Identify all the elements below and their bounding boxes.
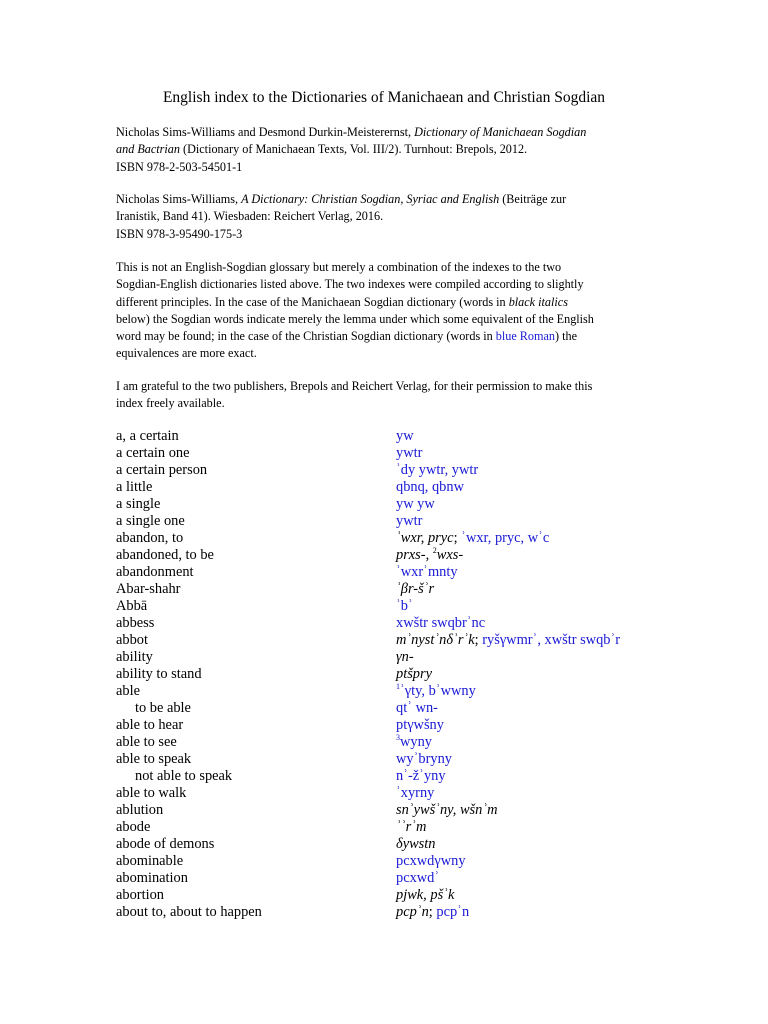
index-entry <box>116 819 676 836</box>
manichaean-sogdian-word: pcpʾn <box>396 904 429 920</box>
index-entry <box>116 734 676 751</box>
christian-sogdian-word: ywtr <box>396 445 423 461</box>
sogdian-equivalents <box>396 853 466 870</box>
english-term: to be able <box>135 700 191 716</box>
sogdian-equivalents <box>396 479 464 496</box>
ref1-authors: Nicholas Sims-Williams and Desmond Durkin-Meisterernst, <box>116 125 415 139</box>
manichaean-sogdian-word: γn- <box>396 649 414 665</box>
acknowledgement-line: index freely available. <box>116 396 225 411</box>
english-term: ablution <box>116 802 164 818</box>
english-term: ability to stand <box>116 666 202 682</box>
ref1-isbn: ISBN 978-2-503-54501-1 <box>116 159 243 174</box>
intro-text: ) the <box>555 329 578 344</box>
index-entry <box>116 598 676 615</box>
english-term: able to walk <box>116 785 187 801</box>
sogdian-equivalents <box>396 581 434 598</box>
intro-text: different principles. In the case of the Manichaean Sogdian dictionary (words in <box>116 294 509 309</box>
english-term: abode <box>116 819 151 835</box>
sogdian-equivalents <box>396 666 432 683</box>
index-entry <box>116 700 676 717</box>
separator: ; <box>453 530 462 546</box>
intro-line: This is not an English-Sogdian glossary but merely a combination of the indexes to the two <box>116 260 562 274</box>
sogdian-equivalents <box>396 785 434 802</box>
english-term: a certain one <box>116 445 190 461</box>
manichaean-sogdian-word: ʾwxr, pryc <box>396 530 454 546</box>
english-term: a certain person <box>116 462 208 478</box>
intro-line <box>116 328 656 345</box>
reference-christian-dictionary <box>116 191 656 243</box>
reference-manichaean-dictionary <box>116 124 656 176</box>
index-entry <box>116 496 676 513</box>
manichaean-sogdian-word: ptšpry <box>396 666 432 682</box>
index-entry <box>116 462 676 479</box>
english-term: a, a certain <box>116 428 179 444</box>
english-term: able to see <box>116 734 177 750</box>
index-entry <box>116 564 676 581</box>
index-entry <box>116 683 676 700</box>
ref1-line2 <box>116 141 656 158</box>
christian-sogdian-word: wyny <box>400 734 432 750</box>
christian-sogdian-word: pcxwdʾ <box>396 870 440 886</box>
sogdian-equivalents <box>396 768 446 785</box>
english-term: abominable <box>116 853 184 869</box>
index-entry <box>116 530 676 547</box>
christian-sogdian-word: qtʾ wn- <box>396 700 438 716</box>
english-term: abortion <box>116 887 164 903</box>
manichaean-sogdian-word: ʾβr-šʾr <box>396 581 435 597</box>
english-term: a single one <box>116 513 185 529</box>
homonym-number: 3 <box>396 733 400 742</box>
english-term: abbot <box>116 632 148 648</box>
sogdian-equivalents <box>396 802 498 819</box>
index-entry <box>116 581 676 598</box>
index-entry <box>116 768 676 785</box>
english-term: able to speak <box>116 751 192 767</box>
sogdian-equivalents <box>396 870 439 887</box>
ref2-line1 <box>116 191 656 208</box>
sogdian-equivalents <box>396 904 469 921</box>
english-term: abode of demons <box>116 836 215 852</box>
manichaean-sogdian-word: mʾnystʾnδʾrʾk <box>396 632 475 648</box>
sogdian-equivalents <box>396 683 476 700</box>
index-entry <box>116 802 676 819</box>
index-entry <box>116 547 676 564</box>
sogdian-equivalents <box>396 819 426 836</box>
index-entry <box>116 853 676 870</box>
christian-sogdian-word: ywtr <box>396 513 423 529</box>
acknowledgement-paragraph <box>116 378 656 413</box>
english-term: abandoned, to be <box>116 547 214 563</box>
separator: ; <box>474 632 483 648</box>
manichaean-sogdian-word: snʾywšʾny, wšnʾm <box>396 802 498 818</box>
ref1-title-part1: Dictionary of Manichaean Sogdian <box>414 125 587 139</box>
christian-sogdian-word: qbnq, qbnw <box>396 479 464 495</box>
sogdian-equivalents <box>396 445 422 462</box>
index-entry <box>116 785 676 802</box>
christian-sogdian-word: ʾwxrʾmnty <box>396 564 458 580</box>
intro-line: below) the Sogdian words indicate merely the lemma under which some equivalent of the English <box>116 311 594 326</box>
christian-sogdian-word: ʾdy ywtr, ywtr <box>396 462 479 478</box>
christian-sogdian-word: nʾ-žʾyny <box>396 768 446 784</box>
ref1-title-part2: and Bactrian <box>116 142 180 157</box>
black-italics-label: black italics <box>508 294 568 309</box>
sogdian-equivalents <box>396 462 478 479</box>
manichaean-sogdian-word: ʾʾrʾm <box>396 819 427 835</box>
sogdian-equivalents <box>396 887 454 904</box>
english-term: abomination <box>116 870 188 886</box>
english-term: abandonment <box>116 564 194 580</box>
index-entries-list <box>116 428 676 921</box>
ref1-line1 <box>116 124 656 141</box>
sogdian-equivalents <box>396 734 432 751</box>
ref1-series-info: (Dictionary of Manichaean Texts, Vol. III/2). Turnhout: Brepols, 2012. <box>179 142 528 157</box>
christian-sogdian-word: pcpʾn <box>436 904 470 920</box>
english-term: a little <box>116 479 153 495</box>
index-entry <box>116 479 676 496</box>
christian-sogdian-word: ryšγwmrʾ, xwštr swqbʾr <box>482 632 621 648</box>
ref2-series-start: (Beiträge zur <box>499 192 567 206</box>
christian-sogdian-word: ptγwšny <box>396 717 444 733</box>
english-term: able to hear <box>116 717 184 733</box>
english-term: abbess <box>116 615 155 631</box>
sogdian-equivalents <box>396 751 452 768</box>
document-title: English index to the Dictionaries of Manichaean and Christian Sogdian <box>162 89 606 106</box>
christian-sogdian-word: ʾwxr, pryc, wʾc <box>461 530 550 546</box>
homonym-number: 2 <box>432 546 437 555</box>
sogdian-equivalents <box>396 700 438 717</box>
intro-text: word may be found; in the case of the Christian Sogdian dictionary (words in <box>116 329 496 344</box>
christian-sogdian-word: pcxwdγwny <box>396 853 466 869</box>
christian-sogdian-word: xwštr swqbrʾnc <box>396 615 486 631</box>
blue-roman-label: blue Roman <box>495 329 556 344</box>
intro-line: equivalences are more exact. <box>116 346 257 361</box>
sogdian-equivalents <box>396 649 414 666</box>
ref2-series-info: Iranistik, Band 41). Wiesbaden: Reichert Verlag, 2016. <box>116 209 384 224</box>
index-entry <box>116 666 676 683</box>
christian-sogdian-word: ʾxyrny <box>396 785 435 801</box>
index-entry <box>116 836 676 853</box>
manichaean-sogdian-word: pjwk, pšʾk <box>396 887 455 903</box>
intro-line: Sogdian-English dictionaries listed above. The two indexes were compiled according to slightly <box>116 277 584 292</box>
index-entry <box>116 615 676 632</box>
ref2-authors: Nicholas Sims-Williams, <box>116 192 242 206</box>
christian-sogdian-word: yw <box>396 428 414 444</box>
sogdian-equivalents <box>396 513 422 530</box>
manichaean-sogdian-word: δywstn <box>396 836 436 852</box>
sogdian-equivalents <box>396 598 413 615</box>
index-entry <box>116 649 676 666</box>
ref2-isbn: ISBN 978-3-95490-175-3 <box>116 226 243 241</box>
sogdian-equivalents <box>396 496 435 513</box>
english-term: about to, about to happen <box>116 904 262 920</box>
sogdian-equivalents <box>396 632 620 649</box>
index-entry <box>116 887 676 904</box>
christian-sogdian-word: ʾγty, bʾwwny <box>400 683 476 699</box>
english-term: Abbā <box>116 598 148 614</box>
english-term: ability <box>116 649 153 665</box>
english-term: a single <box>116 496 161 512</box>
sogdian-equivalents <box>396 547 463 564</box>
english-term: abandon, to <box>116 530 184 546</box>
index-entry <box>116 751 676 768</box>
sogdian-equivalents <box>396 564 458 581</box>
sogdian-equivalents <box>396 836 435 853</box>
sogdian-equivalents <box>396 530 549 547</box>
homonym-number: 1 <box>396 682 400 691</box>
christian-sogdian-word: wyʾbryny <box>396 751 452 767</box>
sogdian-equivalents <box>396 615 485 632</box>
english-term: able <box>116 683 140 699</box>
index-entry <box>116 445 676 462</box>
manichaean-sogdian-word: prxs-, <box>396 547 433 563</box>
acknowledgement-line: I am grateful to the two publishers, Brepols and Reichert Verlag, for their permission to make this <box>116 379 593 393</box>
sogdian-equivalents <box>396 428 414 445</box>
english-term: Abar-shahr <box>116 581 181 597</box>
index-entry <box>116 717 676 734</box>
index-entry <box>116 513 676 530</box>
sogdian-equivalents <box>396 717 444 734</box>
intro-line <box>116 294 656 311</box>
manichaean-sogdian-word: wxs- <box>436 547 464 563</box>
index-entry <box>116 904 676 921</box>
christian-sogdian-word: yw yw <box>396 496 435 512</box>
index-entry <box>116 632 676 649</box>
separator: ; <box>428 904 437 920</box>
english-term: not able to speak <box>135 768 233 784</box>
christian-sogdian-word: ʾbʾ <box>396 598 413 614</box>
intro-paragraph <box>116 259 656 363</box>
index-entry <box>116 428 676 445</box>
ref2-title: A Dictionary: Christian Sogdian, Syriac and English <box>241 192 500 206</box>
index-entry <box>116 870 676 887</box>
